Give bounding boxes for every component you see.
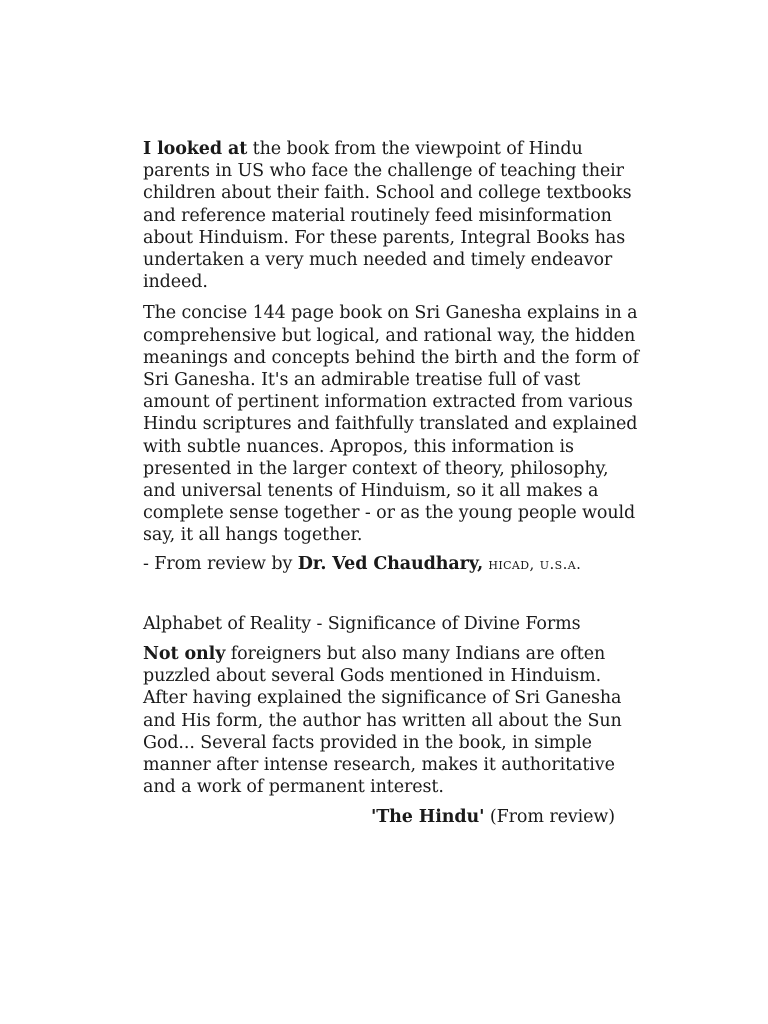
review-2-lead: Not only [143,644,226,665]
review-1-paragraph-1 [143,138,643,293]
review-2-attribution [143,806,643,828]
document-page [143,138,643,829]
review-1-lead: I looked at [143,139,248,159]
review-1-attribution [143,553,643,575]
source-suffix: (From review) [484,807,615,828]
review-2-body: foreigners but also many Indians are often puzzled about several Gods mentioned in Hinduism. After having explained the significance of Sri Ganesha and His form, the author has written all about the Sun God... Several facts provided in the book, in simple manner after intense research, makes it authoritative and a work of permanent interest. [143,644,622,798]
attribution-name: Dr. Ved Chaudhary, [297,553,484,574]
attribution-prefix: - From review by [143,553,298,574]
attribution-affiliation: hicad, u.s.a. [483,554,582,573]
review-1-body: the book from the viewpoint of Hindu parents in US who face the challenge of teaching their children about their faith. School and college textbooks and reference material routinely feed misinformation about Hinduism. For these parents, Integral Books has undertaken a very much needed and timely endeavor indeed. [143,139,632,293]
book-title: Alphabet of Reality - Significance of Divine Forms [143,613,581,634]
source-name: 'The Hindu' [370,807,485,828]
review-2-paragraph [143,643,643,798]
review-1-paragraph-2: The concise 144 page book on Sri Ganesha explains in a comprehensive but logical, and rational way, the hidden meanings and concepts behind the birth and the form of Sri Ganesha. It's an admirable treatise full of vast amount of pertinent information extracted from various Hindu scriptures and faithfully translated and explained with subtle nuances. Apropos, this information is presented in the larger context of theory, philosophy, and universal tenents of Hinduism, so it all makes a complete sense together - or as the young people would say, it all hangs together. [143,303,639,546]
